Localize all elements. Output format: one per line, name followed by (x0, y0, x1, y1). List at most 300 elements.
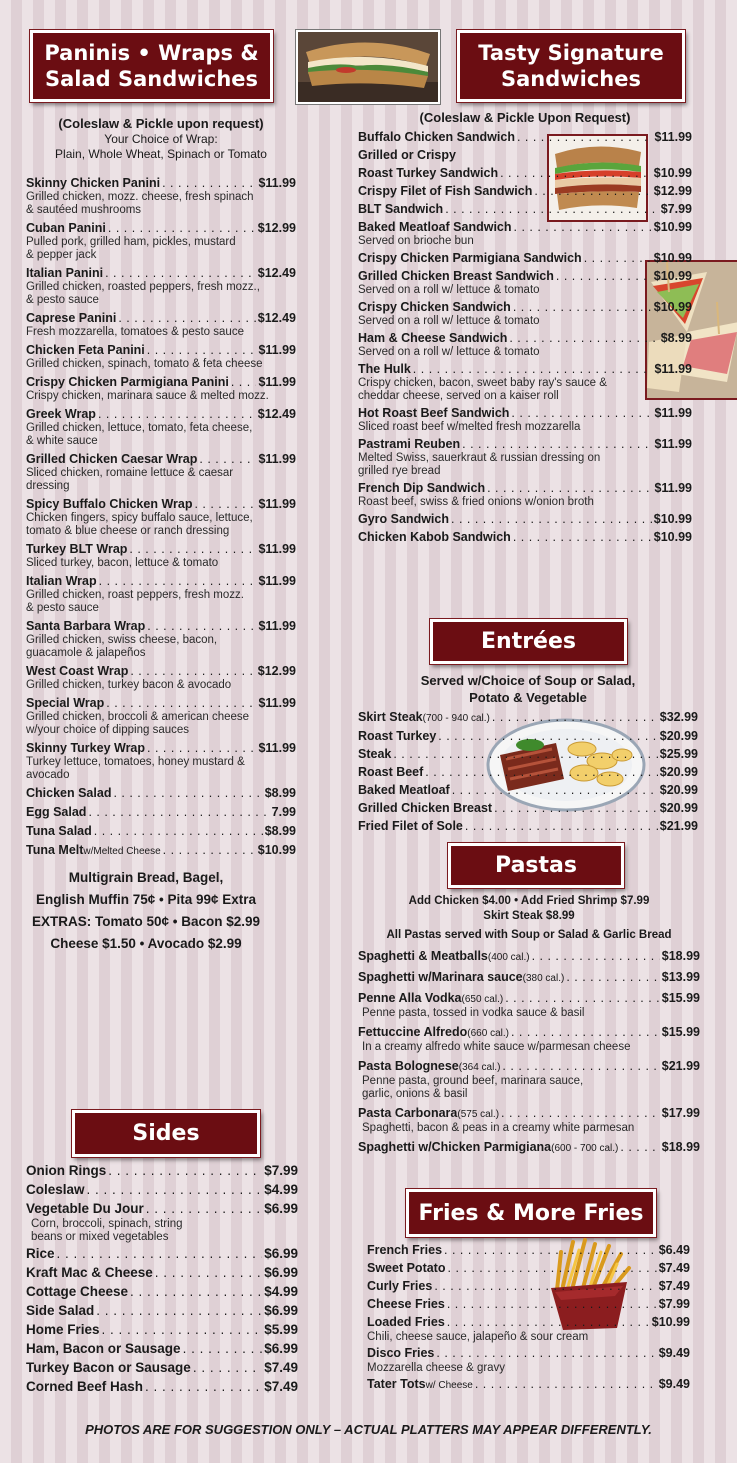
leader-dots (108, 1162, 262, 1180)
menu-item-price: $11.99 (654, 481, 692, 495)
menu-item-price: $10.99 (653, 166, 692, 180)
menu-item-row (367, 1278, 690, 1295)
menu-item (358, 819, 698, 834)
leader-dots (425, 765, 657, 780)
menu-item-name: Tuna Salad (26, 824, 92, 838)
leader-dots (566, 970, 659, 985)
menu-item-row (358, 801, 698, 816)
leader-dots (162, 176, 256, 191)
menu-item-name: Grilled Chicken Breast Sandwich (358, 269, 554, 283)
menu-item (26, 1359, 298, 1377)
menu-item-row (26, 1321, 298, 1339)
menu-item (358, 729, 698, 744)
banner-signature-line2: Sandwiches (500, 67, 642, 91)
leader-dots (620, 1140, 659, 1155)
banner-fries-label: Fries & More Fries (418, 1200, 644, 1226)
menu-item-row (26, 786, 296, 801)
menu-item-price: $9.49 (658, 1377, 690, 1391)
menu-item-row (367, 1242, 690, 1259)
leader-dots (514, 220, 652, 235)
menu-item-row (26, 221, 296, 236)
menu-item-name: Ham & Cheese Sandwich (358, 331, 508, 345)
menu-item-name: Chicken Feta Panini (26, 343, 145, 357)
leader-dots (129, 542, 256, 557)
menu-item-note: (600 - 700 cal.) (551, 1143, 619, 1154)
pastas-note-1: Add Chicken $4.00 • Add Fried Shrimp $7.99 (408, 895, 650, 907)
menu-item-name: Special Wrap (26, 696, 105, 710)
menu-item-row (358, 300, 692, 315)
menu-item-description: Grilled chicken, swiss cheese, bacon, (26, 634, 218, 646)
leader-dots (147, 619, 256, 634)
menu-item (26, 574, 296, 615)
menu-item-description: w/your choice of dipping sauces (26, 724, 190, 736)
menu-item-row (358, 166, 692, 181)
menu-item (26, 843, 296, 859)
menu-item-name: Rice (26, 1246, 55, 1261)
leader-dots (501, 1106, 660, 1121)
menu-item (26, 786, 296, 801)
menu-item-name: Sweet Potato (367, 1261, 446, 1275)
leader-dots (118, 311, 255, 326)
signature-note: (Coleslaw & Pickle Upon Request) (419, 110, 631, 125)
menu-item-row (367, 1345, 690, 1362)
leader-dots (88, 805, 269, 820)
banner-paninis-line2: Salad Sandwiches (44, 67, 259, 91)
menu-item (358, 530, 692, 545)
entrees-note-2: Potato & Vegetable (469, 690, 587, 705)
leader-dots (413, 362, 653, 377)
menu-item-price: $20.99 (659, 783, 698, 797)
wrap-options: Plain, Whole Wheat, Spinach or Tomato (55, 147, 267, 161)
leader-dots (452, 783, 658, 798)
entrees-column (358, 672, 698, 837)
menu-item-description: Sliced turkey, bacon, lettuce & tomato (26, 557, 219, 569)
menu-item-row (358, 783, 698, 798)
leader-dots (183, 1340, 263, 1358)
menu-item-price: $11.99 (258, 375, 296, 389)
menu-item-name: Kraft Mac & Cheese (26, 1265, 153, 1280)
menu-item (26, 176, 296, 217)
menu-item-name: The Hulk (358, 362, 411, 376)
menu-item-price: $32.99 (659, 710, 698, 724)
menu-item (26, 497, 296, 538)
leader-dots (96, 1302, 262, 1320)
banner-fries (406, 1189, 656, 1237)
menu-item-name: Tater Tots (367, 1377, 426, 1391)
menu-item-row (358, 1140, 700, 1156)
menu-item-description: Served on a roll w/ lettuce & tomato (358, 346, 540, 358)
signature-list (358, 130, 692, 545)
menu-item-name: Spaghetti w/Chicken Parmigiana (358, 1140, 552, 1154)
menu-item-price: $11.99 (258, 176, 296, 190)
leader-dots (511, 1025, 660, 1040)
menu-item-name: Skirt Steak (358, 710, 423, 724)
menu-item-description: In a creamy alfredo white sauce w/parmesan cheese (362, 1041, 631, 1053)
leader-dots (451, 512, 652, 527)
menu-item-name: Coleslaw (26, 1182, 85, 1197)
menu-item (367, 1278, 690, 1295)
menu-item-description: Grilled chicken, turkey bacon & avocado (26, 679, 232, 691)
menu-item-description: cheddar cheese, served on a kaiser roll (358, 390, 559, 402)
menu-item-price: $6.99 (264, 1246, 298, 1261)
menu-item-price: $9.49 (658, 1346, 690, 1360)
menu-item-note: (364 cal.) (458, 1062, 501, 1073)
menu-item-description: beans or mixed vegetables (31, 1231, 169, 1243)
menu-item-name: Grilled or Crispy (358, 148, 456, 162)
menu-item-name: Baked Meatloaf Sandwich (358, 220, 512, 234)
menu-item-row (358, 1106, 700, 1122)
leader-dots (509, 331, 658, 346)
menu-item-name: Skinny Chicken Panini (26, 176, 161, 190)
menu-item (367, 1314, 690, 1344)
menu-item-description: Crispy chicken, bacon, sweet baby ray's sauce & (358, 377, 607, 389)
menu-item-description: Spaghetti, bacon & peas in a creamy white parmesan (362, 1122, 635, 1134)
menu-item-name: Baked Meatloaf (358, 783, 450, 797)
menu-item-note: (380 cal.) (522, 973, 565, 984)
leader-dots (447, 1314, 650, 1331)
menu-item (367, 1242, 690, 1259)
menu-item-price: $7.49 (658, 1279, 690, 1293)
menu-item-description: avocado (26, 769, 70, 781)
coleslaw-note: (Coleslaw & Pickle upon request) (58, 116, 264, 131)
menu-item-row (26, 696, 296, 711)
leader-dots (517, 130, 652, 145)
menu-item-description: Crispy chicken, marinara sauce & melted mozz. (26, 390, 269, 402)
menu-item-description: Sliced chicken, romaine lettuce & caesar (26, 467, 234, 479)
leader-dots (113, 786, 262, 801)
menu-item-description: Grilled chicken, broccoli & american cheese (26, 711, 250, 723)
menu-item-price: $6.49 (658, 1243, 690, 1257)
menu-item (358, 331, 692, 359)
menu-item-price: $17.99 (661, 1106, 700, 1120)
menu-item-name: Spaghetti w/Marinara sauce (358, 970, 523, 984)
menu-item-name: Corned Beef Hash (26, 1379, 144, 1394)
menu-item (358, 184, 692, 199)
menu-item-row (26, 1200, 298, 1218)
menu-item (26, 1181, 298, 1199)
leader-dots (57, 1245, 263, 1263)
menu-item (358, 991, 700, 1020)
menu-item (358, 710, 698, 726)
menu-item-note: w/ Cheese (425, 1380, 473, 1391)
menu-item-note: (575 cal.) (457, 1109, 500, 1120)
menu-item-price: $4.99 (264, 1284, 298, 1299)
menu-item-row (26, 619, 296, 634)
leader-dots (448, 1260, 657, 1277)
leader-dots (155, 1264, 262, 1282)
menu-item (26, 452, 296, 493)
leader-dots (511, 406, 652, 421)
menu-item-description: & pesto sauce (26, 294, 99, 306)
menu-item-row (26, 343, 296, 358)
menu-item-price: $21.99 (661, 1059, 700, 1073)
menu-item (367, 1296, 690, 1313)
menu-item-price: $10.99 (651, 1315, 690, 1329)
menu-item-name: Tuna Melt (26, 843, 84, 857)
menu-item-description: Sliced roast beef w/melted fresh mozzarella (358, 421, 581, 433)
menu-item-description: dressing (26, 480, 70, 492)
menu-item-name: Side Salad (26, 1303, 95, 1318)
leader-dots (434, 1278, 656, 1295)
menu-item-name: Turkey BLT Wrap (26, 542, 128, 556)
menu-item-row (358, 220, 692, 235)
menu-item-row (26, 311, 296, 326)
menu-item-name: BLT Sandwich (358, 202, 444, 216)
menu-item-row (26, 1245, 298, 1263)
entrees-list (358, 710, 698, 834)
menu-item (358, 1025, 700, 1054)
menu-item-name: Spicy Buffalo Chicken Wrap (26, 497, 193, 511)
leader-dots (494, 801, 658, 816)
menu-item-price: $7.99 (660, 202, 692, 216)
menu-item-row (367, 1376, 690, 1394)
menu-item-row (26, 824, 296, 839)
menu-item-description: Grilled chicken, mozz. cheese, fresh spinach (26, 191, 254, 203)
menu-item-price: $18.99 (661, 949, 700, 963)
menu-item-row (358, 530, 692, 545)
menu-item-row (26, 497, 296, 512)
menu-item (26, 1283, 298, 1301)
entrees-note-1: Served w/Choice of Soup or Salad, (420, 673, 636, 688)
leader-dots (147, 741, 256, 756)
menu-item-description: Grilled chicken, spinach, tomato & feta cheese (26, 358, 263, 370)
paninis-wraps-list (26, 176, 296, 859)
menu-item-price: $11.99 (258, 574, 296, 588)
menu-item-name: Fried Filet of Sole (358, 819, 463, 833)
menu-item-price: $11.99 (654, 130, 692, 144)
menu-item-row (358, 148, 692, 163)
menu-item-price: $20.99 (659, 801, 698, 815)
menu-item (358, 251, 692, 266)
menu-item-name: Chicken Salad (26, 786, 112, 800)
leader-dots (106, 696, 256, 711)
menu-item (358, 406, 692, 434)
menu-item (358, 362, 692, 403)
menu-item-row (358, 362, 692, 377)
menu-item-name: Cottage Cheese (26, 1284, 129, 1299)
menu-item (358, 801, 698, 816)
sides-column (26, 1162, 298, 1397)
menu-item (26, 1340, 298, 1358)
menu-item-row (358, 1059, 700, 1075)
menu-item-row (358, 1025, 700, 1041)
leader-dots (475, 1376, 657, 1393)
menu-item-price: $12.49 (257, 407, 296, 421)
menu-item-name: Skinny Turkey Wrap (26, 741, 146, 755)
menu-item-name: Santa Barbara Wrap (26, 619, 146, 633)
menu-item-price: $12.99 (257, 664, 296, 678)
menu-item-row (358, 184, 692, 199)
leader-dots (492, 710, 658, 725)
leader-dots (145, 1378, 262, 1396)
menu-item-price: $6.99 (264, 1201, 298, 1216)
leader-dots (194, 497, 256, 512)
menu-item-name: Cuban Panini (26, 221, 106, 235)
menu-item-price: $5.99 (264, 1322, 298, 1337)
left-column (26, 116, 296, 955)
menu-item-name: Hot Roast Beef Sandwich (358, 406, 510, 420)
menu-item-name: Home Fries (26, 1322, 100, 1337)
leader-dots (513, 530, 652, 545)
menu-item-name: Cheese Fries (367, 1297, 445, 1311)
fries-column (367, 1242, 690, 1395)
extras-line-1: Multigrain Bread, Bagel, (68, 870, 224, 885)
menu-item (358, 512, 692, 527)
menu-item-row (358, 949, 700, 965)
leader-dots (108, 221, 256, 236)
menu-item-description: garlic, onions & basil (362, 1088, 468, 1100)
menu-item-price: $11.99 (258, 696, 296, 710)
menu-item-price: $7.49 (264, 1379, 298, 1394)
menu-item-note: (400 cal.) (487, 952, 530, 963)
menu-item-row (358, 130, 692, 145)
banner-sides (72, 1110, 260, 1157)
menu-item-row (358, 819, 698, 834)
menu-item-name: Crispy Chicken Parmigiana Panini (26, 375, 229, 389)
menu-item-price: $12.99 (257, 221, 296, 235)
menu-item-price: $7.99 (264, 1163, 298, 1178)
menu-item-name: Greek Wrap (26, 407, 96, 421)
menu-item-description: tomato & blue cheese or ranch dressing (26, 525, 230, 537)
menu-item-name: Buffalo Chicken Sandwich (358, 130, 515, 144)
leader-dots (102, 1321, 263, 1339)
menu-item (26, 1162, 298, 1180)
menu-item-price: $10.99 (653, 220, 692, 234)
menu-item-price: $8.99 (264, 824, 296, 838)
menu-item (26, 375, 296, 403)
menu-item-description: Penne pasta, tossed in vodka sauce & basil (362, 1007, 585, 1019)
menu-item-name: Pastrami Reuben (358, 437, 461, 451)
menu-item (26, 741, 296, 782)
menu-item (358, 1106, 700, 1135)
menu-item-description: Chicken fingers, spicy buffalo sauce, lettuce, (26, 512, 253, 524)
menu-item-row (358, 202, 692, 217)
menu-item-note: (650 cal.) (461, 994, 504, 1005)
menu-item-description: Roast beef, swiss & fried onions w/onion broth (358, 496, 594, 508)
menu-item (26, 1264, 298, 1282)
menu-item-description: & sautéed mushrooms (26, 204, 142, 216)
menu-item-price: $8.99 (264, 786, 296, 800)
menu-item (26, 407, 296, 448)
pastas-list (358, 949, 700, 1156)
menu-item-description: & pepper jack (26, 249, 97, 261)
menu-item-price: $11.99 (258, 497, 296, 511)
menu-item-description: Served on a roll w/ lettuce & tomato (358, 315, 540, 327)
menu-item (358, 300, 692, 328)
menu-item (26, 311, 296, 339)
leader-dots (438, 729, 658, 744)
menu-item-name: Crispy Filet of Fish Sandwich (358, 184, 533, 198)
menu-item-name: Pasta Bolognese (358, 1059, 459, 1073)
menu-item-description: Turkey lettuce, tomatoes, honey mustard & (26, 756, 245, 768)
menu-item (26, 1378, 298, 1396)
extras-block (26, 867, 266, 955)
menu-item (26, 619, 296, 660)
menu-item-description: grilled rye bread (358, 465, 441, 477)
menu-item-price: $20.99 (659, 765, 698, 779)
leader-dots (500, 166, 652, 181)
pastas-note-2: Skirt Steak $8.99 (483, 910, 575, 922)
menu-item-price: $12.99 (653, 184, 692, 198)
menu-item-name: Steak (358, 747, 392, 761)
menu-item-name: Grilled Chicken Caesar Wrap (26, 452, 198, 466)
banner-entrees (430, 619, 627, 664)
leader-dots (199, 452, 256, 467)
menu-item-name: Chicken Kabob Sandwich (358, 530, 511, 544)
menu-item-price: $15.99 (661, 991, 700, 1005)
menu-item-note: w/Melted Cheese (83, 846, 161, 857)
menu-item-name: West Coast Wrap (26, 664, 129, 678)
menu-item (26, 221, 296, 262)
menu-item (26, 805, 296, 820)
leader-dots (444, 1242, 657, 1259)
menu-item-price: $4.99 (264, 1182, 298, 1197)
menu-item (26, 824, 296, 839)
menu-item-price: $7.99 (658, 1297, 690, 1311)
menu-item (367, 1376, 690, 1394)
menu-item-row (367, 1260, 690, 1277)
menu-item-description: Grilled chicken, roasted peppers, fresh mozz., (26, 281, 260, 293)
leader-dots (193, 1359, 262, 1377)
menu-item-row (26, 664, 296, 679)
menu-item-name: Ham, Bacon or Sausage (26, 1341, 181, 1356)
menu-item-note: (660 cal.) (467, 1028, 509, 1039)
menu-item-row (367, 1296, 690, 1313)
menu-item-row (358, 747, 698, 762)
menu-item-name: French Fries (367, 1243, 443, 1257)
menu-item-note: (700 - 940 cal.) (422, 713, 490, 724)
menu-item-name: Caprese Panini (26, 311, 117, 325)
menu-item-row (358, 991, 700, 1007)
menu-item-name: Gyro Sandwich (358, 512, 449, 526)
banner-paninis (30, 30, 273, 102)
menu-item-row (26, 1378, 298, 1396)
sides-list (26, 1162, 298, 1396)
menu-item-row (358, 765, 698, 780)
leader-dots (436, 1345, 656, 1362)
menu-item (367, 1260, 690, 1277)
menu-item-name: Italian Wrap (26, 574, 97, 588)
photos-disclaimer: PHOTOS ARE FOR SUGGESTION ONLY – ACTUAL PLATTERS MAY APPEAR DIFFERENTLY. (85, 1422, 652, 1437)
menu-item-name: French Dip Sandwich (358, 481, 486, 495)
menu-item-price: $10.99 (257, 843, 296, 857)
leader-dots (130, 1283, 262, 1301)
leader-dots (393, 747, 657, 762)
menu-item-price: $18.99 (661, 1140, 700, 1154)
menu-item-price: $10.99 (653, 300, 692, 314)
leader-dots (105, 266, 256, 281)
menu-item-name: Curly Fries (367, 1279, 433, 1293)
menu-item-price: $11.99 (258, 343, 296, 357)
extras-line-3: EXTRAS: Tomato 50¢ • Bacon $2.99 (31, 914, 261, 929)
leader-dots (98, 407, 256, 422)
menu-item-name: Italian Panini (26, 266, 104, 280)
menu-item-price: $12.49 (257, 266, 296, 280)
leader-dots (465, 819, 658, 834)
leader-dots (94, 824, 263, 839)
menu-item-row (26, 1283, 298, 1301)
leader-dots (505, 991, 660, 1006)
menu-item-row (358, 406, 692, 421)
menu-item-price: $11.99 (654, 437, 692, 451)
leader-dots (447, 1296, 657, 1313)
menu-item-row (26, 1340, 298, 1358)
menu-item-row (367, 1314, 690, 1331)
pastas-note-3: All Pastas served with Soup or Salad & Garlic Bread (386, 929, 672, 941)
menu-item-name: Penne Alla Vodka (358, 991, 462, 1005)
menu-item-price: $10.99 (653, 251, 692, 265)
panini-photo (296, 30, 440, 104)
